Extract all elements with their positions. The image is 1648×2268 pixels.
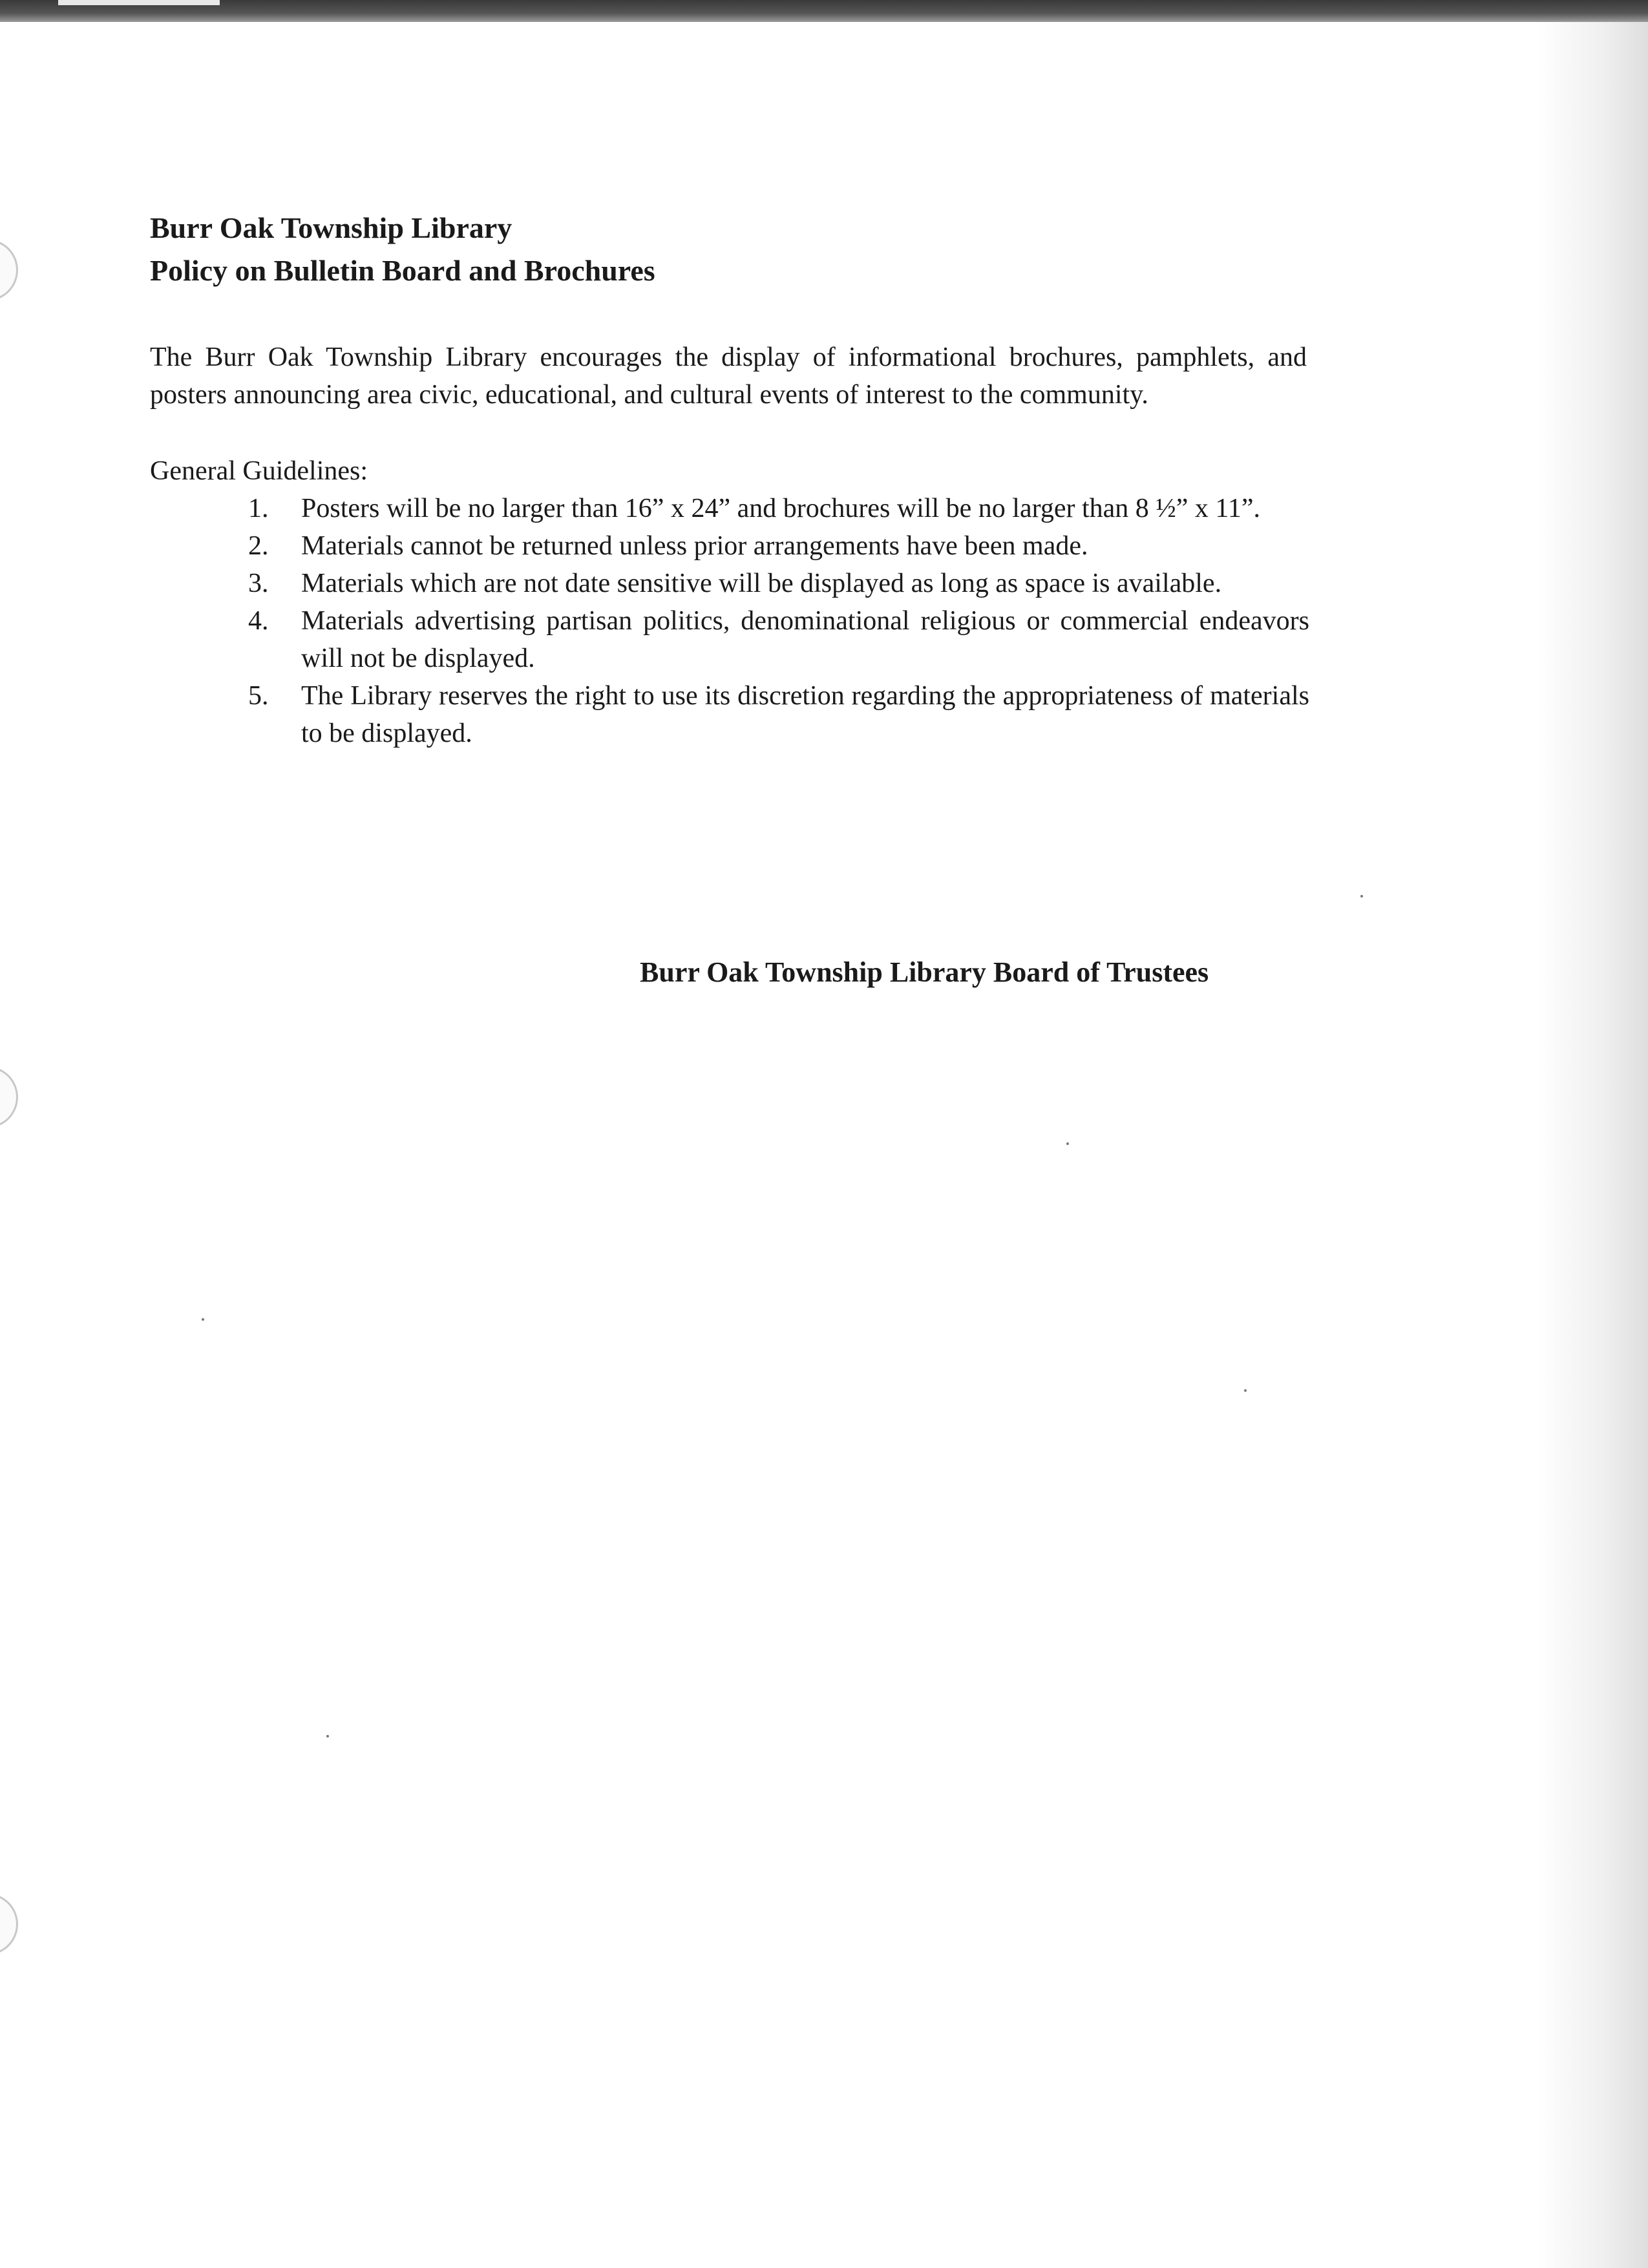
scan-top-edge: [0, 0, 1648, 22]
guideline-item: [248, 677, 1313, 752]
document-title-line1: Burr Oak Township Library: [150, 211, 512, 244]
scan-top-notch: [58, 0, 220, 5]
guideline-item: [248, 565, 1313, 602]
guideline-text: The Library reserves the right to use its discretion regarding the appropriateness of materials to be displayed.: [301, 681, 1309, 748]
signature-line: Burr Oak Township Library Board of Trustees: [640, 956, 1209, 988]
guideline-text: Posters will be no larger than 16” x 24” and brochures will be no larger than 8 ½” x 11”.: [301, 494, 1261, 523]
scan-speck: [1360, 895, 1363, 898]
guideline-number: 1.: [248, 494, 269, 523]
guideline-number: 2.: [248, 531, 269, 561]
guideline-item: [248, 490, 1313, 527]
guidelines-heading: General Guidelines:: [150, 456, 368, 486]
guideline-number: 3.: [248, 569, 269, 598]
punch-hole: [0, 239, 18, 301]
guideline-item: [248, 527, 1313, 565]
guideline-text: Materials cannot be returned unless prior arrangements have been made.: [301, 531, 1088, 561]
guideline-text: Materials which are not date sensitive will be displayed as long as space is available.: [301, 569, 1222, 598]
punch-hole: [0, 1066, 18, 1128]
scan-speck: [326, 1735, 329, 1738]
guideline-number: 4.: [248, 606, 269, 636]
document-title-line2: Policy on Bulletin Board and Brochures: [150, 254, 655, 287]
scan-speck: [1244, 1389, 1247, 1392]
scan-speck: [1066, 1142, 1069, 1145]
guideline-item: [248, 602, 1313, 677]
guideline-number: 5.: [248, 681, 269, 711]
scan-right-shadow: [1538, 22, 1648, 2268]
punch-hole: [0, 1893, 18, 1955]
policy-document: [150, 207, 1313, 752]
guideline-text: Materials advertising partisan politics, denominational religious or commercial endeavors will not be displayed.: [301, 606, 1309, 673]
scan-speck: [202, 1318, 204, 1321]
intro-paragraph: The Burr Oak Township Library encourages the display of informational brochures, pamphlets, and posters announcing area civic, educational, and cultural events of interest to the community.: [150, 342, 1307, 410]
guidelines-list: [150, 490, 1313, 752]
